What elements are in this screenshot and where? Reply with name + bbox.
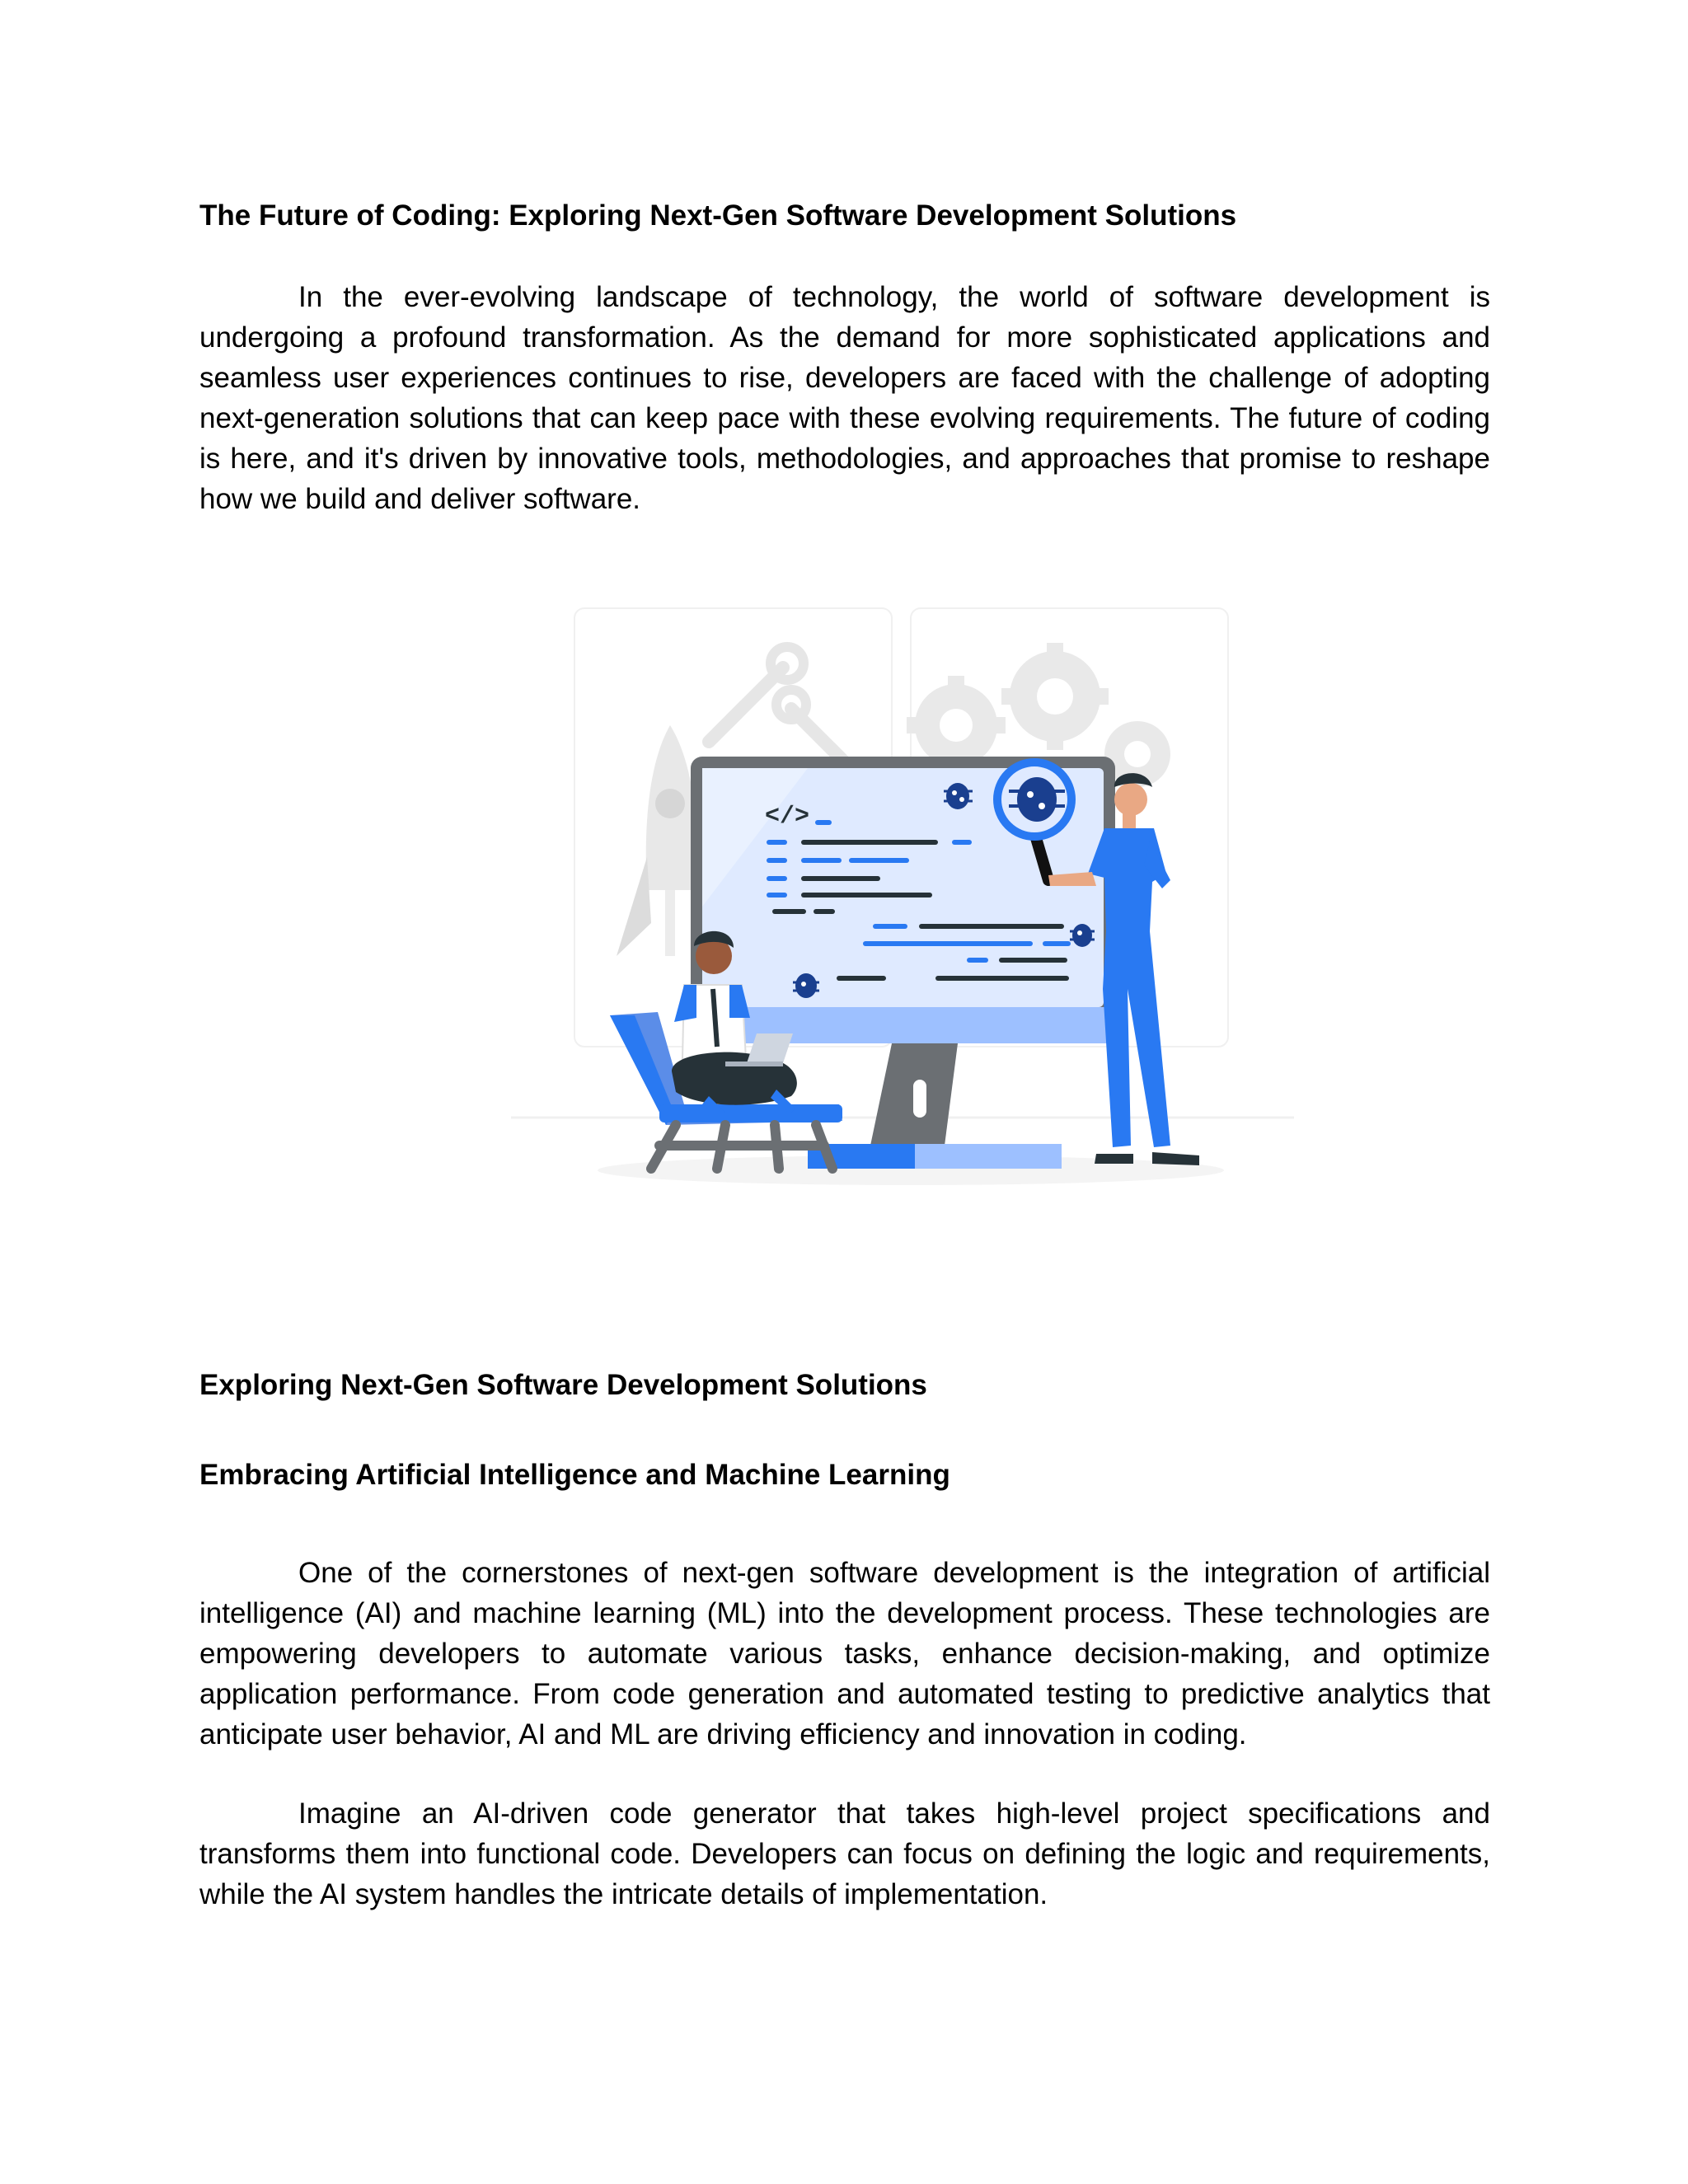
section-heading: Exploring Next-Gen Software Development Solutions xyxy=(199,1369,927,1401)
document-title: The Future of Coding: Exploring Next-Gen Software Development Solutions xyxy=(199,199,1237,232)
subsection-heading: Embracing Artificial Intelligence and Machine Learning xyxy=(199,1459,950,1491)
intro-paragraph: In the ever-evolving landscape of technology, the world of software development is undergoing a profound transformation. As the demand for more sophisticated applications and seamless user experiences continues to rise, developers are faced with the challenge of adopting next-generation solutions that can keep pace with these evolving requirements. The future of coding is here, and it's driven by innovative tools, methodologies, and approaches that promise to reshape how we build and deliver software. xyxy=(199,281,1490,515)
code-generator-paragraph: Imagine an AI-driven code generator that takes high-level project specifications and transforms them into functional code. Developers can focus on defining the logic and requirements, while the AI system handles the intricate details of implementation. xyxy=(199,1797,1490,1910)
coding-illustration xyxy=(511,602,1294,1195)
ai-paragraph: One of the cornerstones of next-gen software development is the integration of artificial intelligence (AI) and machine learning (ML) into the development process. These technologies are empowering developers to automate various tasks, enhance decision-making, and optimize application performance. From code generation and automated testing to predictive analytics that anticipate user behavior, AI and ML are driving efficiency and innovation in coding. xyxy=(199,1557,1490,1750)
code-tag: </> xyxy=(765,803,810,831)
